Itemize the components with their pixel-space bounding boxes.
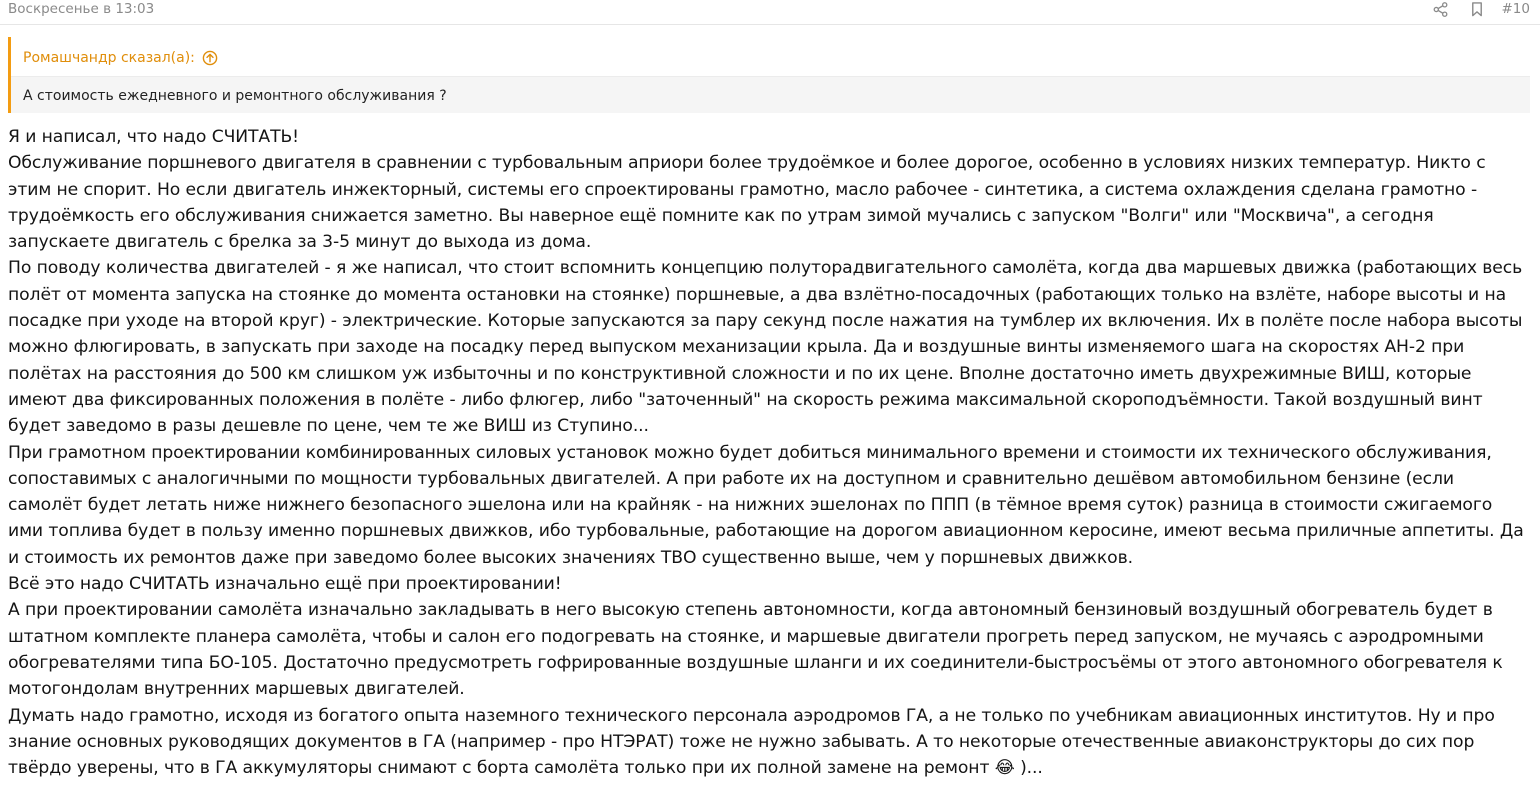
message-paragraph: При грамотном проектировании комбинированных силовых установок можно будет добиться минимального времени и стоимости их технического обслуживания, сопоставимых с аналогичными по мощности турбовальных двигателей. А при работе их на доступном и сравнительно дешёвом автомобильном бензине (если самолёт будет летать ниже нижнего безопасного эшелона или на крайняк - на нижних эшелонах по ППП (в тёмное время суток) разница в стоимости сжигаемого ими топлива будет в пользу именно поршневых движков, ибо турбовальные, работающие на дорогом авиационном керосине, имеют весьма приличные аппетиты. Да и стоимость их ремонтов даже при заведомо более высоких значениях ТВО существенно выше, чем у поршневых движков. [8, 442, 1524, 568]
quote-block [8, 37, 1530, 113]
quote-author-link[interactable] [23, 47, 218, 69]
message-body [8, 124, 1532, 781]
message-paragraph: Я и написал, что надо СЧИТАТЬ! [8, 127, 299, 147]
message-paragraph: Думать надо грамотно, исходя из богатого опыта наземного технического персонала аэродромов ГА, а не только по учебникам авиационных институтов. Ну и про знание основных руководящих документов в ГА (например - про НТЭРАТ) тоже не нужно забывать. А то некоторые отечественные авиаконструкторы до сих пор твёрдо уверены, что в ГА аккумуляторы снимают с борта самолёта только при их полной замене на ремонт 😂 )... [8, 705, 1495, 779]
quote-author[interactable]: Ромашчандр сказал(а): [23, 50, 195, 66]
message-paragraph: По поводу количества двигателей - я же написал, что стоит вспомнить концепцию полуторадвигательного самолёта, когда два маршевых движка (работающих весь полёт от момента запуска на стоянке до момента остановки на стоянке) поршневые, а два взлётно-посадочных (работающих только на взлёте, наборе высоты и на посадке при уходе на второй круг) - электрические. Которые запускаются за пару секунд после нажатия на тумблер их включения. Их в полёте после набора высоты можно флюгировать, в запускать при заходе на посадку перед выпуском механизации крыла. Да и воздушные винты изменяемого шага на скоростях АН-2 при полётах на расстояния до 500 км слишком уж избыточны и по конструктивной сложности и по их цене. Вполне достаточно иметь двухрежимные ВИШ, которые имеют два фиксированных положения в полёте - либо флюгер, либо "заточенный" на скорость режима максимальной скороподъёмности. Такой воздушный винт будет заведомо в разы дешевле по цене, чем те же ВИШ из Ступино... [8, 258, 1523, 437]
message-paragraph: А при проектировании самолёта изначально закладывать в него высокую степень автономности, когда автономный бензиновый воздушный обогреватель будет в штатном комплекте планера самолёта, чтобы и салон его подогревать на стоянке, и маршевые двигатели прогреть перед запуском, не мучаясь с аэродромными обогревателями типа БО-105. Достаточно предусмотреть гофрированные воздушные шланги и их соединители-быстросъёмы от этого автономного обогревателя к мотогондолам внутренних маршевых двигателей. [8, 600, 1503, 700]
quote-body [11, 76, 1530, 113]
arrow-up-circle-icon[interactable] [202, 50, 218, 66]
post-actions [1432, 0, 1531, 18]
post-number-link[interactable]: #10 [1501, 1, 1530, 17]
post-date[interactable]: Воскресенье в 13:03 [8, 1, 155, 17]
message-paragraph: Обслуживание поршневого двигателя в сравнении с турбовальным априори более трудоёмкое и более дорогое, особенно в условиях низких температур. Никто с этим не спорит. Но если двигатель инжекторный, системы его спроектированы грамотно, масло рабочее - синтетика, а система охлаждения сделана грамотно - трудоёмкость его обслуживания снижается заметно. Вы наверное ещё помните как по утрам зимой мучались с запуском "Волги" или "Москвича", а сегодня запускаете двигатель с брелка за 3-5 минут до выхода из дома. [8, 153, 1486, 253]
share-icon[interactable] [1432, 0, 1450, 18]
bookmark-icon[interactable] [1468, 0, 1486, 18]
message-paragraph: Всё это надо СЧИТАТЬ изначально ещё при проектировании! [8, 574, 562, 595]
post-header [0, 0, 1540, 25]
quote-text: А стоимость ежедневного и ремонтного обслуживания ? [23, 88, 447, 104]
